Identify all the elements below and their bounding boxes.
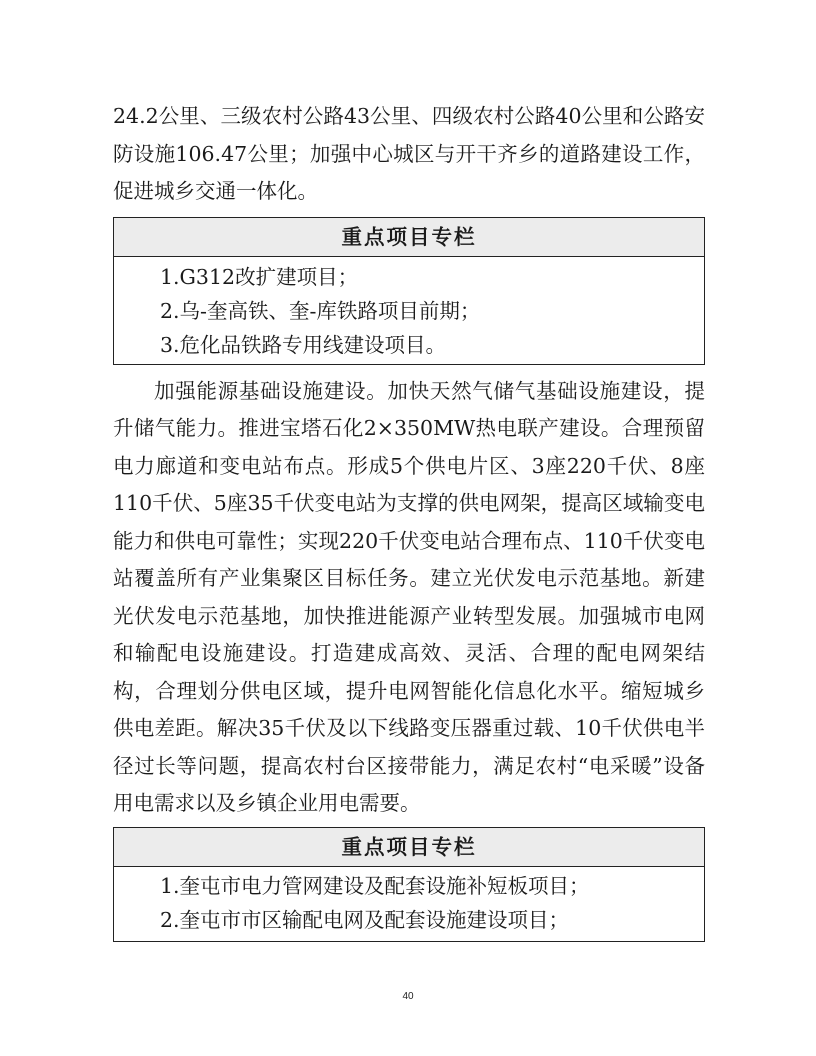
intro-paragraph: 24.2公里、三级农村公路43公里、四级农村公路40公里和公路安防设施106.47公里；加强中心城区与开干齐乡的道路建设工作，促进城乡交通一体化。 <box>113 104 705 203</box>
list-item: 2.乌-奎高铁、奎-库铁路项目前期； <box>160 298 481 323</box>
box-title: 重点项目专栏 <box>114 828 704 867</box>
key-projects-box-transport <box>113 217 705 365</box>
energy-paragraph: 加强能源基础设施建设。加快天然气储气基础设施建设，提升储气能力。推进宝塔石化2×350MW热电联产建设。合理预留电力廊道和变电站布点。形成5个供电片区、3座220千伏、8座110千伏、5座35千伏变电站为支撑的供电网架，提高区域输变电能力和供电可靠性；实现220千伏变电站合理布点、110千伏变电站覆盖所有产业集聚区目标任务。建立光伏发电示范基地。新建光伏发电示范基地，加快推进能源产业转型发展。加强城市电网和输配电设施建设。打造建成高效、灵活、合理的配电网架结构，合理划分供电区域，提升电网智能化信息化水平。缩短城乡供电差距。解决35千伏及以下线路变压器重过载、10千伏供电半径过长等问题，提高农村台区接带能力，满足农村“电采暖”设备用电需求以及乡镇企业用电需要。 <box>113 378 705 815</box>
list-item: 1.G312改扩建项目； <box>160 264 359 289</box>
document-body <box>113 98 705 942</box>
box-item-list <box>114 867 704 941</box>
key-projects-box-energy <box>113 827 705 942</box>
box-item-list <box>114 257 704 364</box>
box-title: 重点项目专栏 <box>114 218 704 257</box>
list-item: 2.奎屯市市区输配电网及配套设施建设项目； <box>160 907 570 932</box>
list-item: 1.奎屯市电力管网建设及配套设施补短板项目； <box>160 873 590 898</box>
list-item: 3.危化品铁路专用线建设项目。 <box>160 332 447 357</box>
page-number: 40 <box>402 991 414 1002</box>
